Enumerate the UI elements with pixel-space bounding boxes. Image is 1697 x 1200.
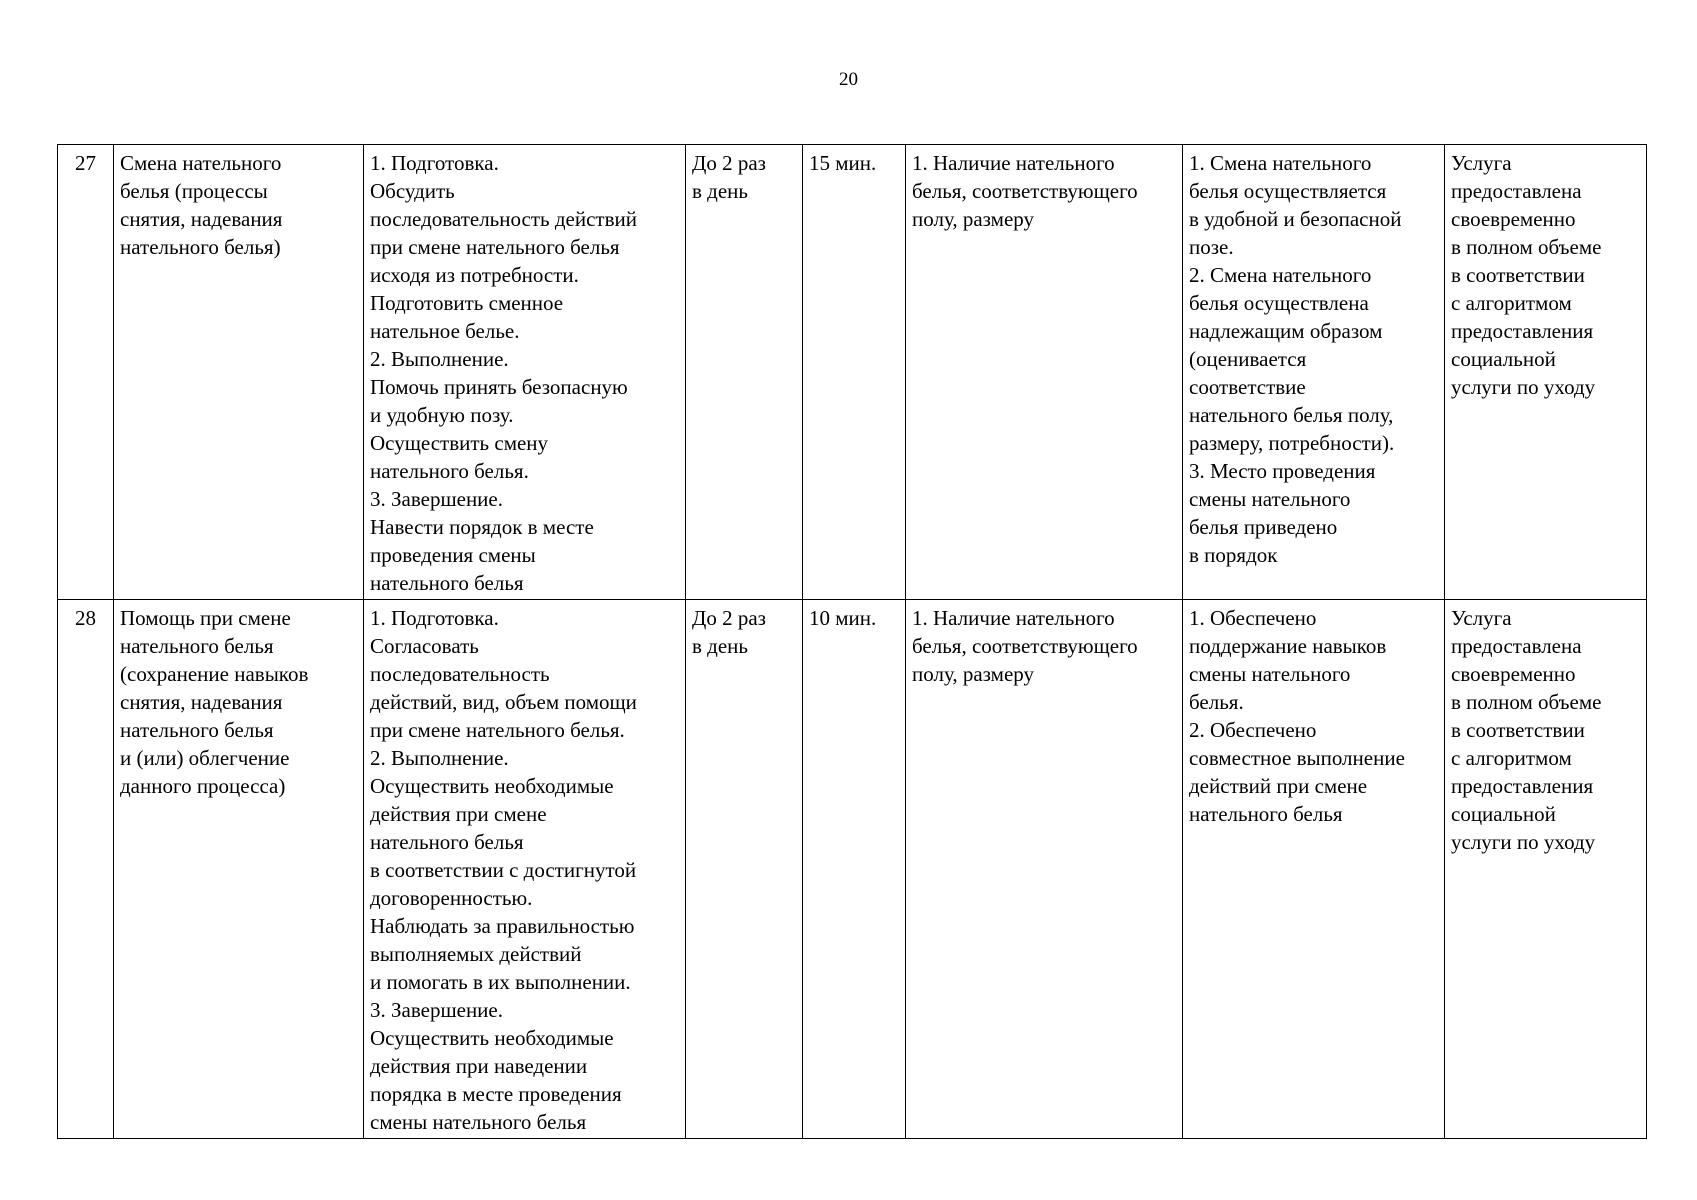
service-conditions: 1. Наличие нательного белья, соответствующего полу, размеру: [906, 145, 1183, 600]
service-frequency: До 2 раз в день: [686, 600, 803, 1139]
service-procedure: 1. Подготовка. Обсудить последовательность действий при смене нательного белья исходя из потребности. Подготовить сменное нательное белье. 2. Выполнение. Помочь принять безопасную и удобную позу. Осуществить смену нательного белья. 3. Завершение. Навести порядок в месте проведения смены нательного белья: [364, 145, 686, 600]
table-row: [58, 145, 1647, 600]
service-result: Услуга предоставлена своевременно в полном объеме в соответствии с алгоритмом предоставления социальной услуги по уходу: [1445, 600, 1647, 1139]
services-table: [57, 144, 1647, 1139]
service-result: Услуга предоставлена своевременно в полном объеме в соответствии с алгоритмом предоставления социальной услуги по уходу: [1445, 145, 1647, 600]
service-duration: 10 мин.: [803, 600, 906, 1139]
service-procedure: 1. Подготовка. Согласовать последовательность действий, вид, объем помощи при смене нательного белья. 2. Выполнение. Осуществить необходимые действия при смене нательного белья в соответствии с достигнутой договоренностью. Наблюдать за правильностью выполняемых действий и помогать в их выполнении. 3. Завершение. Осуществить необходимые действия при наведении порядка в месте проведения смены нательного белья: [364, 600, 686, 1139]
quality-indicators: 1. Смена нательного белья осуществляется в удобной и безопасной позе. 2. Смена нательного белья осуществлена надлежащим образом (оценивается соответствие нательного белья полу, размеру, потребности). 3. Место проведения смены нательного белья приведено в порядок: [1183, 145, 1445, 600]
quality-indicators: 1. Обеспечено поддержание навыков смены нательного белья. 2. Обеспечено совместное выполнение действий при смене нательного белья: [1183, 600, 1445, 1139]
service-name: Помощь при смене нательного белья (сохранение навыков снятия, надевания нательного белья и (или) облегчение данного процесса): [114, 600, 364, 1139]
service-duration: 15 мин.: [803, 145, 906, 600]
page-number: 20: [839, 69, 858, 90]
row-number: 27: [58, 145, 114, 600]
table-row: [58, 600, 1647, 1139]
service-name: Смена нательного белья (процессы снятия, надевания нательного белья): [114, 145, 364, 600]
service-frequency: До 2 раз в день: [686, 145, 803, 600]
service-conditions: 1. Наличие нательного белья, соответствующего полу, размеру: [906, 600, 1183, 1139]
row-number: 28: [58, 600, 114, 1139]
